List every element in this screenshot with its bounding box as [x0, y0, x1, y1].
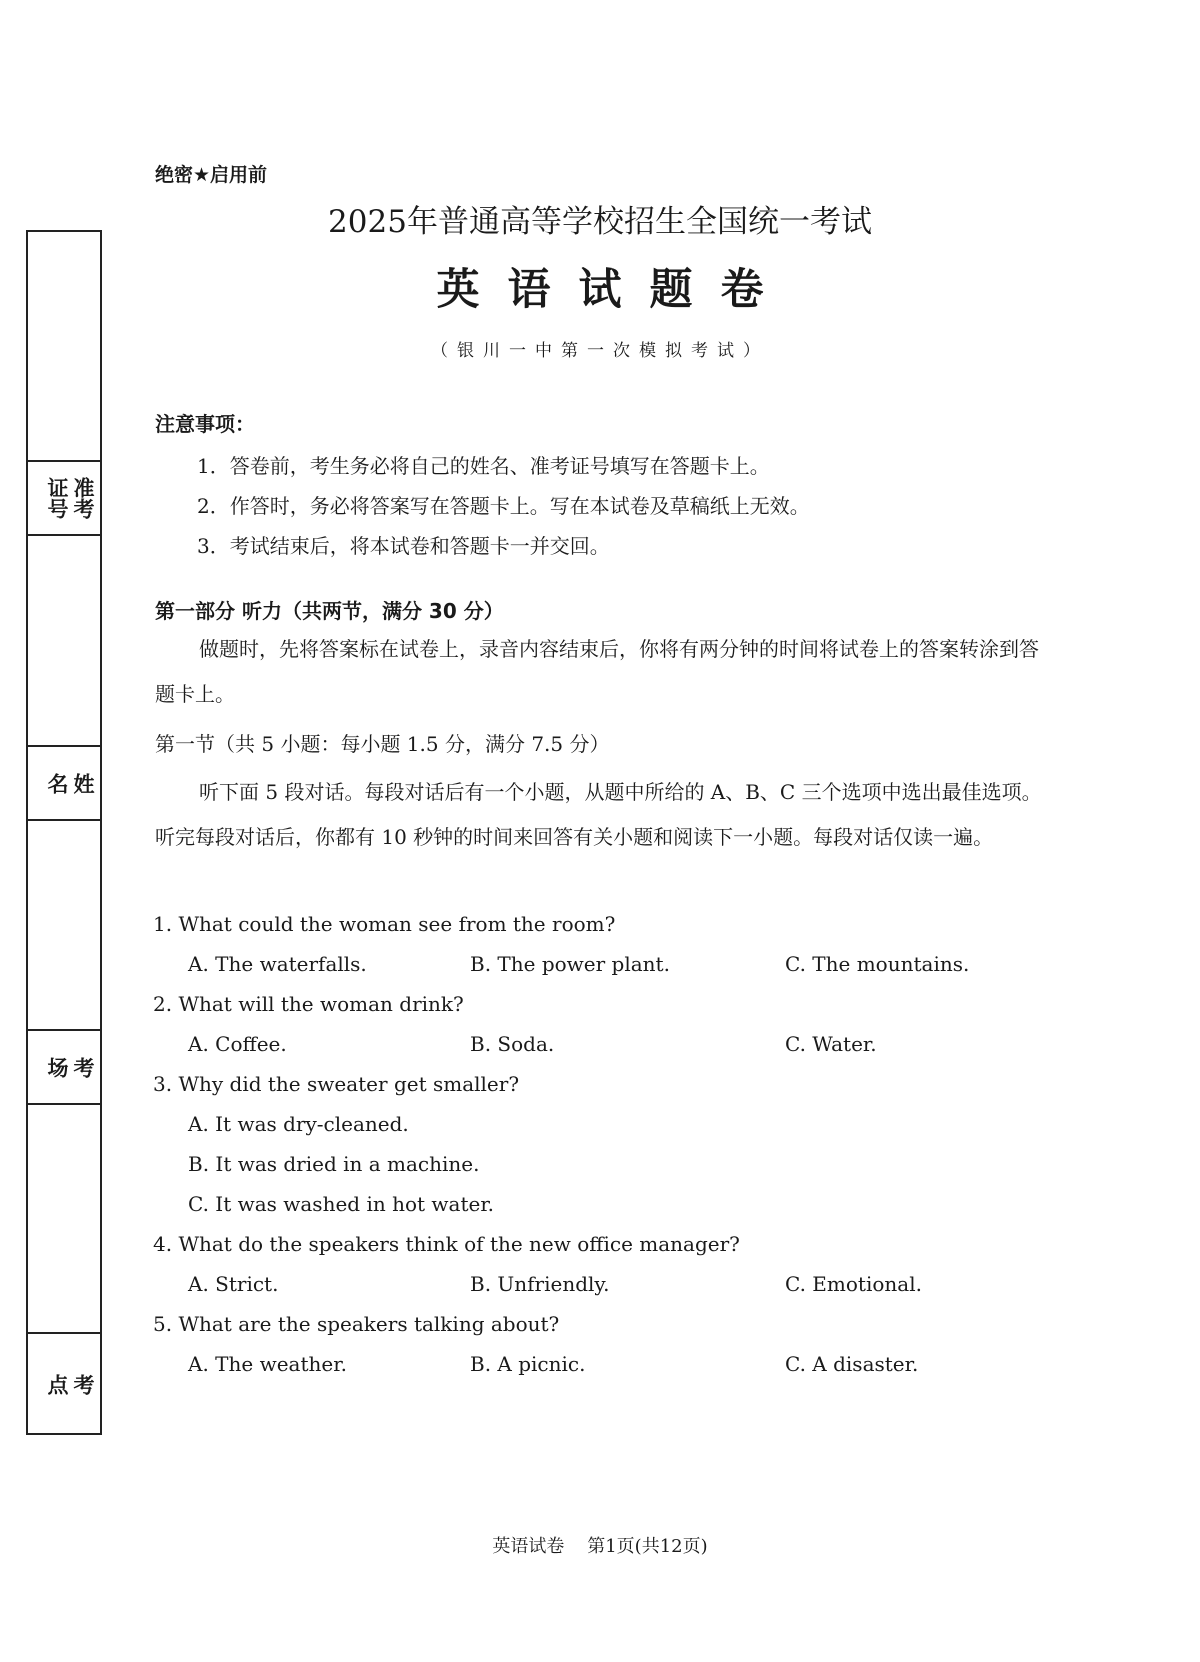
name-label-2: 名 [45, 772, 69, 794]
part-instruction: 做题时，先将答案标在试卷上，录音内容结束后，你将有两分钟的时间将试卷上的答案转涂到答题卡上。 [155, 637, 1039, 706]
exam-room-field [28, 1029, 100, 1105]
section-instruction: 听下面 5 段对话。每段对话后有一个小题，从题中所给的 A、B、C 三个选项中选出最佳选项。听完每段对话后，你都有 10 秒钟的时间来回答有关小题和阅读下一小题。每段对话仅读一遍。 [155, 780, 1042, 849]
question-option: B. The power plant. [470, 952, 670, 976]
question-option: A. The weather. [188, 1352, 347, 1376]
note-item: 2．作答时，务必将答案写在答题卡上。写在本试卷及草稿纸上无效。 [197, 494, 810, 518]
question-stem: 2. What will the woman drink? [153, 992, 464, 1016]
name-label-1: 姓 [71, 772, 95, 794]
question-option: A. Strict. [188, 1272, 279, 1296]
question-stem: 1. What could the woman see from the room? [153, 912, 616, 936]
subject-title: 英语试题卷 [436, 265, 792, 315]
part-title: 第一部分 听力（共两节，满分 30 分） [155, 599, 504, 623]
exam-site-label-1: 考 [71, 1374, 95, 1395]
exam-room-label-1: 考 [71, 1056, 95, 1078]
notes-title: 注意事项： [155, 412, 255, 436]
question-option: A. The waterfalls. [188, 952, 367, 976]
secret-label: 绝密★启用前 [155, 164, 268, 186]
page-footer: 英语试卷 第1页(共12页) [492, 1536, 708, 1557]
name-field [28, 745, 100, 821]
binding-strip [26, 230, 102, 1435]
question-option: B. Unfriendly. [470, 1272, 610, 1296]
exam-site-field [28, 1332, 100, 1435]
question-option: A. It was dry-cleaned. [188, 1112, 409, 1136]
exam-room-label-2: 场 [45, 1056, 69, 1078]
note-item: 3．考试结束后，将本试卷和答题卡一并交回。 [197, 534, 610, 558]
candidate-number-label-2: 证号 [45, 477, 69, 519]
exam-title: 2025年普通高等学校招生全国统一考试 [328, 204, 872, 240]
candidate-number-label-1: 准考 [71, 477, 95, 519]
question-option: C. The mountains. [785, 952, 970, 976]
question-option: C. A disaster. [785, 1352, 919, 1376]
question-stem: 4. What do the speakers think of the new office manager? [153, 1232, 740, 1256]
question-option: C. Emotional. [785, 1272, 922, 1296]
question-option: B. Soda. [470, 1032, 555, 1056]
note-item: 1．答卷前，考生务必将自己的姓名、准考证号填写在答题卡上。 [197, 454, 770, 478]
question-option: A. Coffee. [188, 1032, 287, 1056]
question-option: B. It was dried in a machine. [188, 1152, 480, 1176]
question-option: B. A picnic. [470, 1352, 586, 1376]
exam-site-label-2: 点 [45, 1374, 69, 1395]
exam-subtitle: （银川一中第一次模拟考试） [431, 341, 769, 361]
question-stem: 5. What are the speakers talking about? [153, 1312, 560, 1336]
question-option: C. Water. [785, 1032, 877, 1056]
question-stem: 3. Why did the sweater get smaller? [153, 1072, 520, 1096]
candidate-number-field [28, 460, 100, 536]
question-option: C. It was washed in hot water. [188, 1192, 495, 1216]
section-title: 第一节（共 5 小题：每小题 1.5 分，满分 7.5 分） [155, 732, 610, 756]
